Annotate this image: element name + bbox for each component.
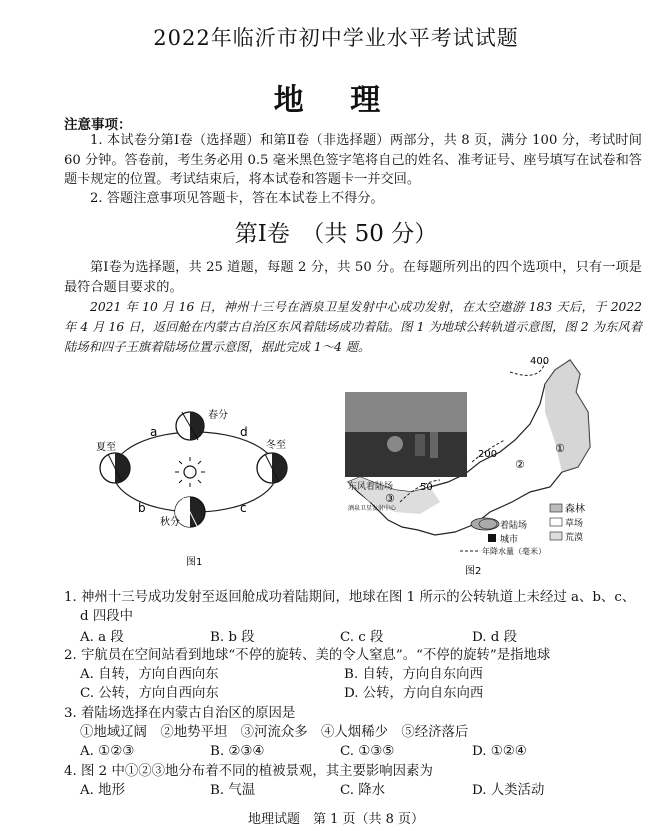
segment-d: d	[240, 425, 248, 439]
site-label: 东风着陆场	[348, 482, 394, 492]
point-3: ③	[385, 492, 395, 505]
q3-option-c: C. ①③⑤	[340, 744, 395, 759]
globe-winter	[257, 453, 287, 483]
q2-option-b: B. 自转，方向自东向西	[344, 667, 483, 682]
exam-title: 2022年临沂市初中学业水平考试试题	[153, 26, 519, 50]
q1-option-d: D. d 段	[472, 630, 517, 645]
q1-option-b: B. b 段	[210, 630, 255, 645]
isoline-200: 200	[478, 449, 498, 460]
globe-spring	[176, 412, 204, 440]
isoline-400: 400	[530, 356, 550, 367]
question-3	[64, 704, 642, 761]
section-intro: 第Ⅰ卷为选择题，共 25 道题，每题 2 分，共 50 分。在每题所列出的四个选项中，只有一项是最符合题目要求的。	[64, 260, 642, 295]
q2-option-d: D. 公转，方向自东向西	[344, 686, 484, 701]
label-autumn: 秋分	[160, 517, 180, 528]
q2-option-c: C. 公转，方向自西向东	[80, 686, 219, 701]
sun-icon	[175, 457, 205, 487]
segment-c: c	[240, 501, 247, 515]
q3-option-a: A. ①②③	[80, 744, 135, 759]
segment-a: a	[150, 425, 158, 439]
legend-city: 城市	[500, 535, 519, 545]
subject-title: 地 理	[273, 83, 399, 118]
figure-2-map	[340, 352, 610, 577]
figure-1-orbit	[90, 400, 300, 570]
question-1-stem: 1. 神州十三号成功发射至返回舱成功着陆期间，地球在图 1 所示的公转轨道上未经过 a、b、c、d 四段中	[64, 590, 636, 624]
story-text: 2021 年 10 月 16 日，神州十三号在酒泉卫星发射中心成功发射，在太空遨游 183 天后，于 2022 年 4 月 16 日，返回舱在内蒙古自治区东风着陆场成功着陆。图 1 为地球公转轨道示意图，图 2 为东风着陆场和四子王旗着陆场位置示意图，据此完成 1～4 题。	[64, 300, 642, 354]
note-item-2: 2. 答题注意事项见答题卡，答在本试卷上不得分。	[90, 191, 384, 206]
figure-1-caption: 图1	[186, 557, 203, 568]
q2-option-a: A. 自转，方向自西向东	[80, 667, 219, 682]
question-2-stem: 2. 宇航员在空间站看到地球“不停的旋转、美的令人窒息”。“不停的旋转”是指地球	[64, 648, 551, 663]
q1-option-a: A. a 段	[80, 630, 124, 645]
question-3-stem: 3. 着陆场选择在内蒙古自治区的原因是	[64, 706, 296, 721]
isoline-50: 50	[420, 482, 433, 493]
segment-b: b	[138, 501, 146, 515]
q4-option-a: A. 地形	[80, 783, 125, 798]
label-winter: 冬至	[266, 440, 286, 451]
question-3-choices: ①地域辽阔 ②地势平坦 ③河流众多 ④人烟稀少 ⑤经济落后	[80, 725, 469, 740]
label-spring: 春分	[208, 410, 228, 421]
notes-heading: 注意事项：	[64, 117, 132, 133]
point-1: ①	[555, 442, 565, 455]
legend-forest: 森林	[565, 504, 585, 515]
q4-option-b: B. 气温	[210, 783, 256, 798]
q4-option-d: D. 人类活动	[472, 783, 545, 798]
figure-2-caption: 图2	[465, 566, 482, 577]
q3-option-b: B. ②③④	[210, 744, 265, 759]
q4-option-c: C. 降水	[340, 783, 386, 798]
legend-site: 着陆场	[500, 521, 528, 531]
legend-grass: 草场	[565, 519, 584, 529]
question-4	[64, 762, 642, 800]
globe-summer	[100, 453, 130, 483]
q3-option-d: D. ①②④	[472, 744, 527, 759]
question-4-stem: 4. 图 2 中①②③地分布着不同的植被景观，其主要影响因素为	[64, 764, 433, 779]
page-footer: 地理试题 第 1 页（共 8 页）	[247, 812, 425, 827]
question-2	[64, 646, 642, 703]
q1-option-c: C. c 段	[340, 630, 384, 645]
question-1	[64, 588, 642, 647]
label-summer: 夏至	[96, 442, 116, 453]
section-title: 第Ⅰ卷 （共 50 分）	[234, 221, 438, 247]
point-2: ②	[515, 458, 525, 471]
legend-desert: 荒漠	[565, 533, 584, 543]
place-jiuquan: 酒泉卫星发射中心	[348, 505, 397, 512]
note-item-1: 1. 本试卷分第Ⅰ卷（选择题）和第Ⅱ卷（非选择题）两部分，共 8 页，满分 100 分，考试时间 60 分钟。答卷前，考生务必用 0.5 毫米黑色签字笔将自己的姓名、准考证号、座号填写在试卷和答题卡规定的位置。考试结束后，将本试卷和答题卡一并交回。	[64, 133, 642, 187]
legend-precip: 年降水量（毫米）	[482, 547, 546, 556]
